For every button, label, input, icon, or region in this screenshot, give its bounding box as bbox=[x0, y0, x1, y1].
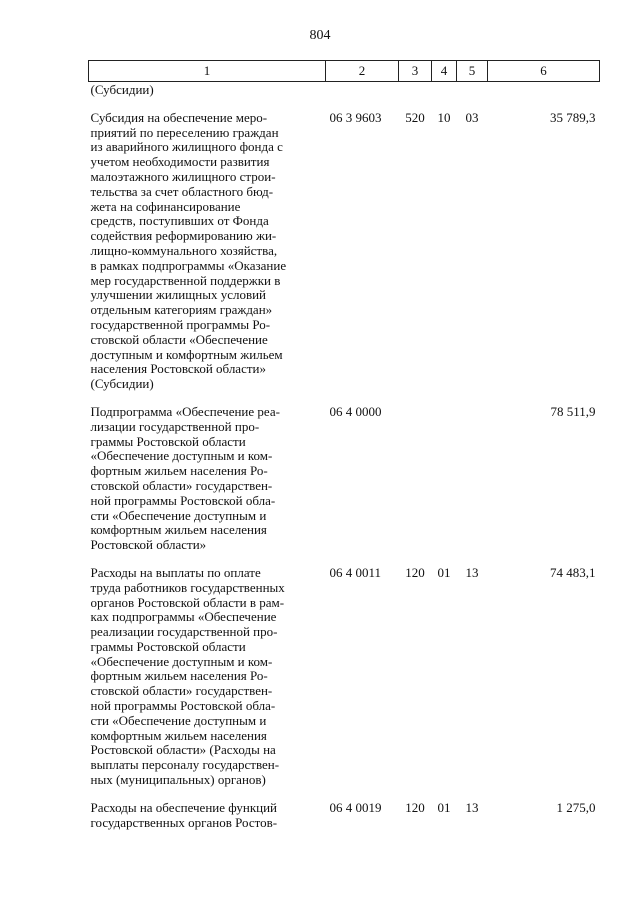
row-spacer bbox=[89, 392, 600, 405]
item-name-line: жета на софинансирование bbox=[90, 198, 241, 214]
item-name bbox=[89, 801, 326, 831]
header-cell-5: 5 bbox=[457, 61, 488, 82]
item-name-line: доступным и комфортным жильем bbox=[90, 346, 283, 362]
item-name-line: малоэтажного жилищного строи- bbox=[90, 168, 276, 184]
item-pr: 13 bbox=[465, 564, 479, 580]
page-number: 804 bbox=[309, 28, 331, 43]
item-pr: 13 bbox=[465, 799, 479, 815]
continuation-text: (Субсидии) bbox=[90, 82, 154, 97]
item-pr bbox=[457, 405, 488, 553]
row-spacer bbox=[89, 98, 600, 111]
header-cell-2: 2 bbox=[326, 61, 399, 82]
item-name-line: труда работников государственных bbox=[90, 579, 285, 595]
table-row bbox=[89, 405, 600, 553]
row-spacer bbox=[89, 788, 600, 801]
item-name-line: комфортным жильем населения bbox=[90, 522, 267, 538]
item-amount: 74 483,1 bbox=[550, 564, 596, 580]
item-name-line: реализации государственной про- bbox=[90, 624, 278, 640]
item-name-line: сти «Обеспечение доступным и bbox=[90, 507, 267, 523]
item-name-line: сти «Обеспечение доступным и bbox=[90, 712, 267, 728]
item-name-line: граммы Ростовской области bbox=[90, 433, 246, 449]
item-name-line: Расходы на выплаты по оплате bbox=[90, 564, 261, 580]
item-name-line: выплаты персоналу государствен- bbox=[90, 757, 280, 773]
item-name bbox=[89, 405, 326, 553]
item-name-line: граммы Ростовской области bbox=[90, 638, 246, 654]
item-name-line: в рамках подпрограммы «Оказание bbox=[90, 257, 287, 273]
item-name-line: ках подпрограммы «Обеспечение bbox=[90, 609, 277, 625]
item-name-line: комфортным жильем населения bbox=[90, 727, 267, 743]
item-name-line: ной программы Ростовской обла- bbox=[90, 492, 276, 508]
item-name-line: Расходы на обеспечение функций bbox=[90, 799, 278, 815]
item-name-line: фортным жильем населения Ро- bbox=[90, 463, 268, 479]
item-name bbox=[89, 111, 326, 392]
item-name-line: Ростовской области» bbox=[90, 537, 207, 553]
budget-table bbox=[88, 60, 600, 830]
item-name-line: мер государственной поддержки в bbox=[90, 272, 281, 288]
item-name-line: тельства за счет областного бюд- bbox=[90, 183, 274, 199]
item-amount: 35 789,3 bbox=[550, 109, 596, 125]
item-code: 06 4 0019 bbox=[329, 799, 382, 815]
item-name-line: стовской области» государствен- bbox=[90, 683, 273, 699]
item-name-line: (Субсидии) bbox=[90, 376, 154, 392]
table-row bbox=[89, 111, 600, 392]
item-name-line: улучшении жилищных условий bbox=[90, 287, 266, 303]
item-code: 06 4 0000 bbox=[329, 403, 382, 419]
item-name-line: ных (муниципальных) органов) bbox=[90, 772, 266, 788]
table-header-row bbox=[89, 61, 600, 82]
item-name-line: учетом необходимости развития bbox=[90, 154, 270, 170]
item-name-line: Ростовской области» (Расходы на bbox=[90, 742, 276, 758]
item-vr bbox=[399, 405, 432, 553]
item-name-line: «Обеспечение доступным и ком- bbox=[90, 653, 273, 669]
item-rz: 01 bbox=[437, 564, 451, 580]
item-name-line: содействия реформированию жи- bbox=[90, 228, 277, 244]
item-name-line: государственной программы Ро- bbox=[90, 316, 271, 332]
item-name-line: «Обеспечение доступным и ком- bbox=[90, 448, 273, 464]
table-row bbox=[89, 801, 600, 831]
item-code: 06 3 9603 bbox=[329, 109, 382, 125]
row-spacer bbox=[89, 553, 600, 566]
item-vr: 120 bbox=[405, 799, 425, 815]
item-name-line: из аварийного жилищного фонда с bbox=[90, 139, 283, 155]
item-rz: 10 bbox=[437, 109, 451, 125]
item-name-line: населения Ростовской области» bbox=[90, 361, 266, 377]
item-name-line: ной программы Ростовской обла- bbox=[90, 698, 276, 714]
item-name-line: стовской области» государствен- bbox=[90, 477, 273, 493]
item-vr: 120 bbox=[405, 564, 425, 580]
item-name-line: отдельным категориям граждан» bbox=[90, 302, 273, 318]
header-cell-4: 4 bbox=[432, 61, 457, 82]
item-name-line: Подпрограмма «Обеспечение реа- bbox=[90, 403, 280, 419]
item-name-line: приятий по переселению граждан bbox=[90, 124, 279, 140]
item-name bbox=[89, 566, 326, 788]
item-name-line: государственных органов Ростов- bbox=[90, 814, 278, 830]
item-pr: 03 bbox=[465, 109, 479, 125]
item-name-line: органов Ростовской области в рам- bbox=[90, 594, 285, 610]
item-amount: 1 275,0 bbox=[556, 799, 596, 815]
item-vr: 520 bbox=[405, 109, 425, 125]
item-name-line: средств, поступивших от Фонда bbox=[90, 213, 269, 229]
header-cell-6: 6 bbox=[488, 61, 600, 82]
header-cell-1: 1 bbox=[89, 61, 326, 82]
header-cell-3: 3 bbox=[399, 61, 432, 82]
item-rz: 01 bbox=[437, 799, 451, 815]
item-code: 06 4 0011 bbox=[329, 564, 382, 580]
item-name-line: лищно-коммунального хозяйства, bbox=[90, 242, 278, 258]
item-name-line: лизации государственной про- bbox=[90, 418, 260, 434]
item-name-line: фортным жильем населения Ро- bbox=[90, 668, 268, 684]
item-name-line: стовской области «Обеспечение bbox=[90, 331, 268, 347]
table-row bbox=[89, 566, 600, 788]
continuation-row bbox=[89, 82, 600, 98]
item-amount: 78 511,9 bbox=[550, 403, 596, 419]
item-name-line: Субсидия на обеспечение меро- bbox=[90, 109, 268, 125]
item-rz bbox=[432, 405, 457, 553]
